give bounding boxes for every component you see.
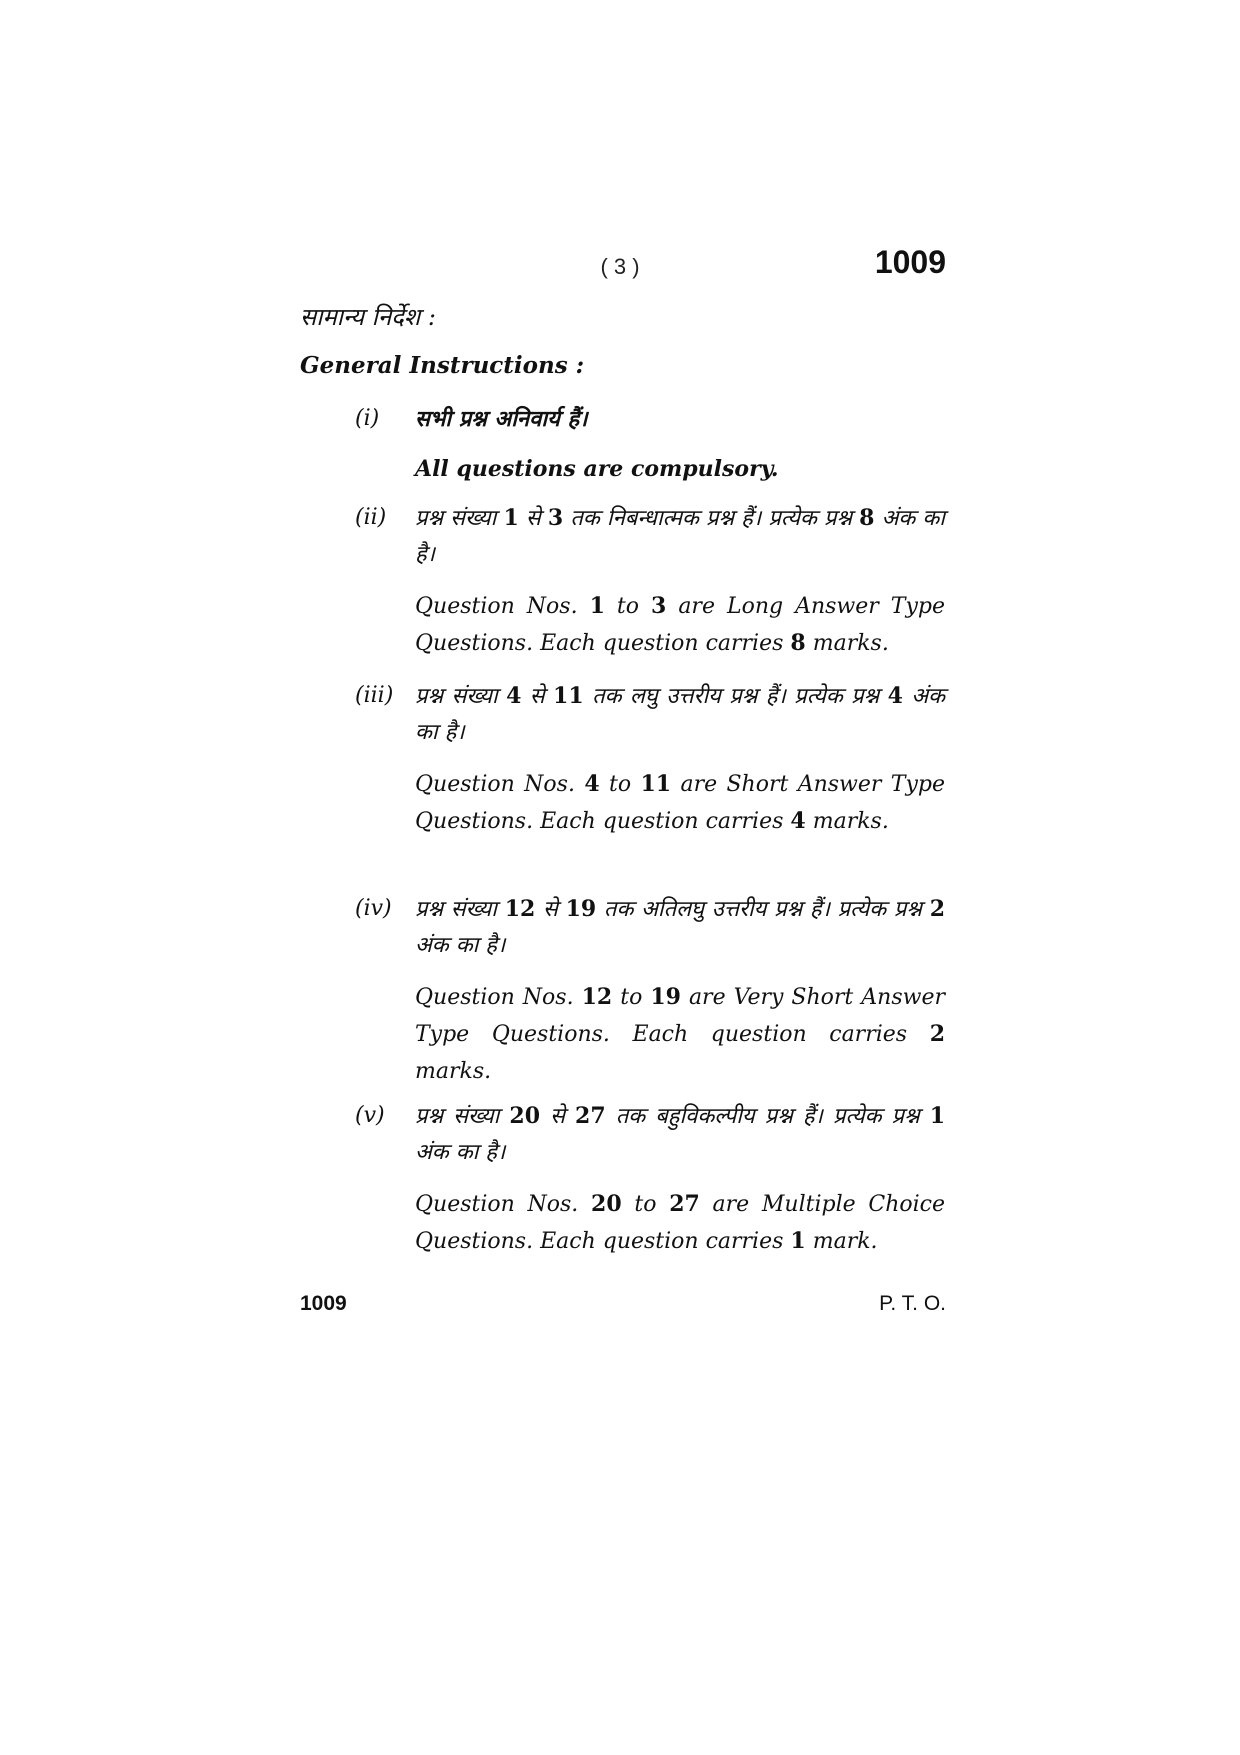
heading-english: General Instructions : [300, 352, 585, 379]
instruction-english: Question Nos. 1 to 3 are Long Answer Type Questions. Each question carries 8 marks. [415, 593, 945, 656]
instruction-hindi: प्रश्न संख्या 4 से 11 तक लघु उत्तरीय प्रश्न हैं। प्रत्येक प्रश्न 4 अंक का है। [415, 683, 946, 745]
instruction-hindi: सभी प्रश्न अनिवार्य हैं। [415, 406, 588, 432]
emphasized-number: 3 [547, 505, 564, 531]
footer-pto: P. T. O. [879, 1292, 946, 1315]
emphasized-number: 4 [506, 683, 522, 709]
emphasized-number: 8 [790, 630, 806, 656]
instruction-hindi: प्रश्न संख्या 1 से 3 तक निबन्धात्मक प्रश्न हैं। प्रत्येक प्रश्न 8 अंक का है। [415, 505, 945, 567]
page-number: ( 3 ) [600, 254, 640, 279]
instruction-english: Question Nos. 12 to 19 are Very Short Answer Type Questions. Each question carries 2 marks. [415, 984, 945, 1084]
emphasized-number: 2 [929, 1021, 945, 1047]
emphasized-number: 2 [929, 896, 945, 922]
emphasized-number: 20 [509, 1103, 541, 1129]
emphasized-number: 11 [553, 683, 584, 709]
emphasized-number: 1 [589, 593, 605, 619]
paper-code-top: 1009 [874, 244, 946, 280]
emphasized-number: 1 [503, 505, 519, 531]
emphasized-number: 3 [651, 593, 667, 619]
emphasized-number: 4 [887, 683, 903, 709]
instruction-hindi: प्रश्न संख्या 20 से 27 तक बहुविकल्पीय प्रश्न हैं। प्रत्येक प्रश्न 1 अंक का है। [415, 1103, 946, 1165]
emphasized-number: 12 [581, 984, 613, 1010]
instruction-english: Question Nos. 20 to 27 are Multiple Choice Questions. Each question carries 1 mark. [415, 1191, 945, 1254]
emphasized-number: 4 [584, 771, 600, 797]
footer-paper-code: 1009 [300, 1292, 347, 1315]
emphasized-number: 1 [929, 1103, 946, 1129]
emphasized-number: 27 [575, 1103, 606, 1129]
instruction-english: All questions are compulsory. [415, 456, 779, 482]
emphasized-number: 11 [640, 771, 672, 797]
instruction-number: (v) [355, 1103, 385, 1128]
emphasized-number: 19 [565, 896, 597, 922]
instruction-number: (i) [355, 406, 380, 431]
instruction-english: Question Nos. 4 to 11 are Short Answer Type Questions. Each question carries 4 marks. [415, 771, 945, 834]
emphasized-number: 1 [790, 1228, 806, 1254]
instruction-hindi: प्रश्न संख्या 12 से 19 तक अतिलघु उत्तरीय प्रश्न हैं। प्रत्येक प्रश्न 2 अंक का है। [415, 896, 945, 958]
emphasized-number: 4 [790, 808, 806, 834]
heading-hindi: सामान्य निर्देश : [300, 303, 436, 331]
emphasized-number: 8 [859, 505, 875, 531]
emphasized-number: 12 [504, 896, 536, 922]
instruction-number: (iii) [355, 683, 394, 708]
emphasized-number: 27 [669, 1191, 700, 1217]
emphasized-number: 19 [650, 984, 681, 1010]
instruction-number: (iv) [355, 896, 392, 921]
emphasized-number: 20 [591, 1191, 622, 1217]
instruction-number: (ii) [355, 505, 387, 530]
